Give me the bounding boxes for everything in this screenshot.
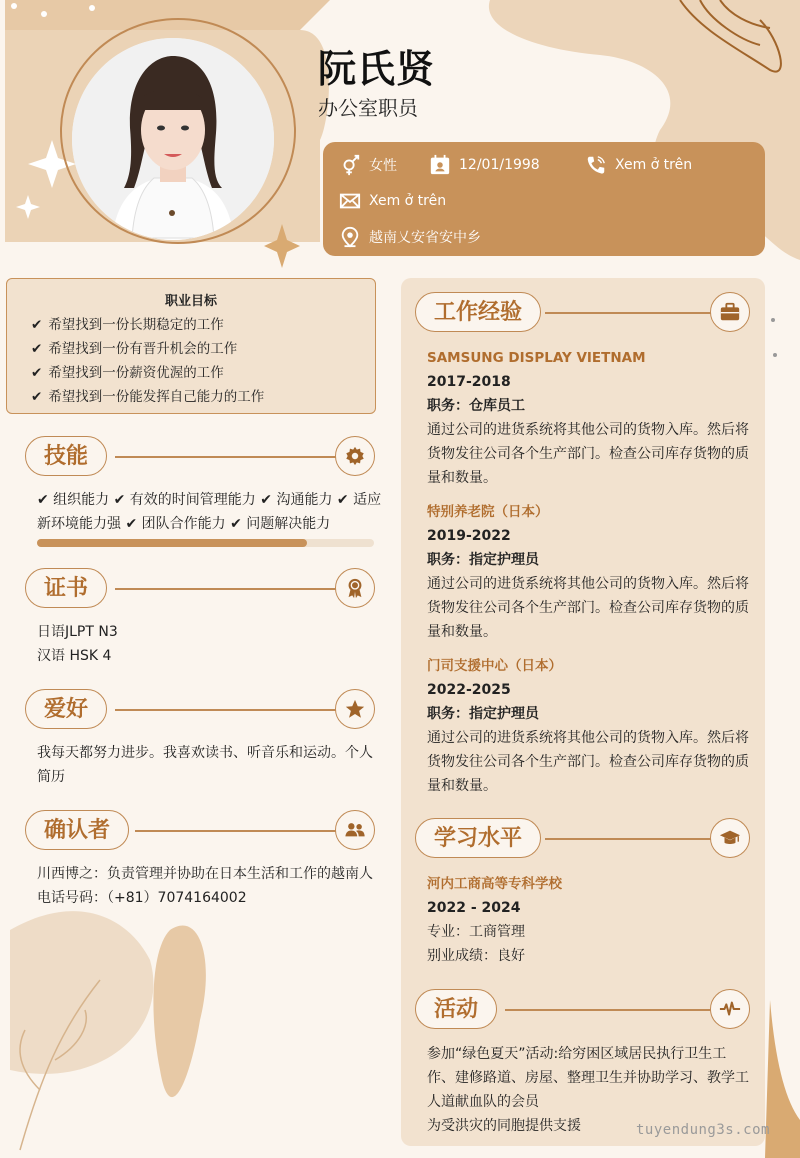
list-item xyxy=(31,337,375,361)
gear-icon xyxy=(335,436,375,476)
job-desc: 量和数量。 xyxy=(427,778,497,794)
job-desc: 量和数量。 xyxy=(427,624,497,640)
job-desc: 量和数量。 xyxy=(427,470,497,486)
cert-item: 日语JLPT N3 xyxy=(37,624,118,640)
objective-box xyxy=(6,278,376,414)
school-name: 河内工商高等专科学校 xyxy=(427,876,562,892)
education-years: 2022 - 2024 xyxy=(427,900,521,916)
avatar xyxy=(72,38,274,240)
phone-icon xyxy=(585,154,607,176)
job-role: 职务：指定护理员 xyxy=(427,706,539,722)
address-value: 越南乂安省安中乡 xyxy=(369,230,481,246)
referee-line-1: 川西博之：负责管理并协助在日本生活和工作的越南人 xyxy=(37,866,373,882)
activities-line-1: 参加“绿色夏天”活动:给穷困区域居民执行卫生工 xyxy=(427,1046,727,1062)
activities-line-3: 人道献血队的会员 xyxy=(427,1094,539,1110)
job-desc: 货物发往公司各个生产部门。检查公司库存货物的质 xyxy=(427,600,749,616)
divider xyxy=(115,709,345,711)
objective-item: 希望找到一份薪资优渥的工作 xyxy=(48,365,224,381)
skill-bar-fill xyxy=(37,539,307,547)
birthdate-value: 12/01/1998 xyxy=(459,157,540,173)
award-icon xyxy=(335,568,375,608)
activities-line-2: 作、建修路道、房屋、整理卫生并协助学习、教学工 xyxy=(427,1070,749,1086)
skills-line-2: 新环境能力强 ✔ 团队合作能力 ✔ 问题解决能力 xyxy=(37,516,331,532)
company-name: 门司支援中心（日本） xyxy=(427,658,562,674)
section-title: 爱好 xyxy=(25,689,107,729)
calendar-icon xyxy=(429,154,451,176)
skills-section-header xyxy=(25,436,375,480)
objective-item: 希望找到一份能发挥自己能力的工作 xyxy=(48,389,265,405)
section-title: 技能 xyxy=(25,436,107,476)
phone-value: Xem ở trên xyxy=(615,157,693,173)
activities-line-4: 为受洪灾的同胞提供支援 xyxy=(427,1118,581,1134)
gender-row xyxy=(339,154,397,176)
divider xyxy=(135,830,345,832)
company-name: 特别养老院（日本） xyxy=(427,504,549,520)
job-years: 2019-2022 xyxy=(427,528,511,544)
check-icon: ✔ xyxy=(31,341,43,357)
job-desc: 货物发往公司各个生产部门。检查公司库存货物的质 xyxy=(427,754,749,770)
email-value: Xem ở trên xyxy=(369,193,447,209)
divider xyxy=(505,1009,715,1011)
education-major: 专业：工商管理 xyxy=(427,924,525,940)
right-edge-decoration xyxy=(765,300,800,1158)
experience-section-header xyxy=(415,292,750,336)
section-title: 学习水平 xyxy=(415,818,541,858)
hobbies-line-2: 简历 xyxy=(37,769,65,785)
section-title: 工作经验 xyxy=(415,292,541,332)
education-section-header xyxy=(415,818,750,862)
objective-item: 希望找到一份有晋升机会的工作 xyxy=(48,341,238,357)
referee-line-2: 电话号码：（+81）7074164002 xyxy=(37,890,247,906)
job-title: 办公室职员 xyxy=(318,96,418,120)
watermark: tuyendung3s.com xyxy=(636,1122,770,1138)
section-title: 活动 xyxy=(415,989,497,1029)
list-item xyxy=(31,385,375,409)
job-years: 2017-2018 xyxy=(427,374,511,390)
address-row xyxy=(339,226,481,248)
email-row xyxy=(339,190,446,212)
section-title: 确认者 xyxy=(25,810,129,850)
briefcase-icon xyxy=(710,292,750,332)
location-pin-icon xyxy=(339,226,361,248)
divider xyxy=(545,838,715,840)
list-item xyxy=(31,313,375,337)
activities-section-header xyxy=(415,989,750,1033)
company-name: SAMSUNG DISPLAY VIETNAM xyxy=(427,350,646,366)
users-icon xyxy=(335,810,375,850)
check-icon: ✔ xyxy=(31,365,43,381)
check-icon: ✔ xyxy=(31,389,43,405)
education-grade: 别业成绩：良好 xyxy=(427,948,525,964)
job-desc: 通过公司的进货系统将其他公司的货物入库。然后将 xyxy=(427,422,749,438)
referee-section-header xyxy=(25,810,375,854)
hobbies-line-1: 我每天都努力进步。我喜欢读书、听音乐和运动。个人 xyxy=(37,745,373,761)
divider xyxy=(115,456,345,458)
job-years: 2022-2025 xyxy=(427,682,511,698)
gender-value: 女性 xyxy=(369,158,397,174)
check-icon: ✔ xyxy=(31,317,43,333)
objective-item: 希望找到一份长期稳定的工作 xyxy=(48,317,224,333)
pulse-icon xyxy=(710,989,750,1029)
divider xyxy=(545,312,715,314)
gender-icon xyxy=(339,154,361,176)
candidate-name: 阮氏贤 xyxy=(318,47,436,91)
job-desc: 通过公司的进货系统将其他公司的货物入库。然后将 xyxy=(427,576,749,592)
objective-title: 职业目标 xyxy=(164,294,217,309)
certs-section-header xyxy=(25,568,375,612)
skills-line-1: ✔ 组织能力 ✔ 有效的时间管理能力 ✔ 沟通能力 ✔ 适应 xyxy=(37,492,382,508)
birthdate-row xyxy=(429,154,540,176)
divider xyxy=(115,588,345,590)
graduation-cap-icon xyxy=(710,818,750,858)
job-role: 职务：指定护理员 xyxy=(427,552,539,568)
envelope-icon xyxy=(339,190,361,212)
job-role: 职务：仓库员工 xyxy=(427,398,525,414)
objective-list xyxy=(31,313,375,409)
phone-row xyxy=(585,154,692,176)
hobbies-section-header xyxy=(25,689,375,733)
section-title: 证书 xyxy=(25,568,107,608)
list-item xyxy=(31,361,375,385)
cert-item: 汉语 HSK 4 xyxy=(37,648,112,664)
job-desc: 货物发往公司各个生产部门。检查公司库存货物的质 xyxy=(427,446,749,462)
contact-info-box xyxy=(323,142,765,256)
star-icon xyxy=(335,689,375,729)
job-desc: 通过公司的进货系统将其他公司的货物入库。然后将 xyxy=(427,730,749,746)
